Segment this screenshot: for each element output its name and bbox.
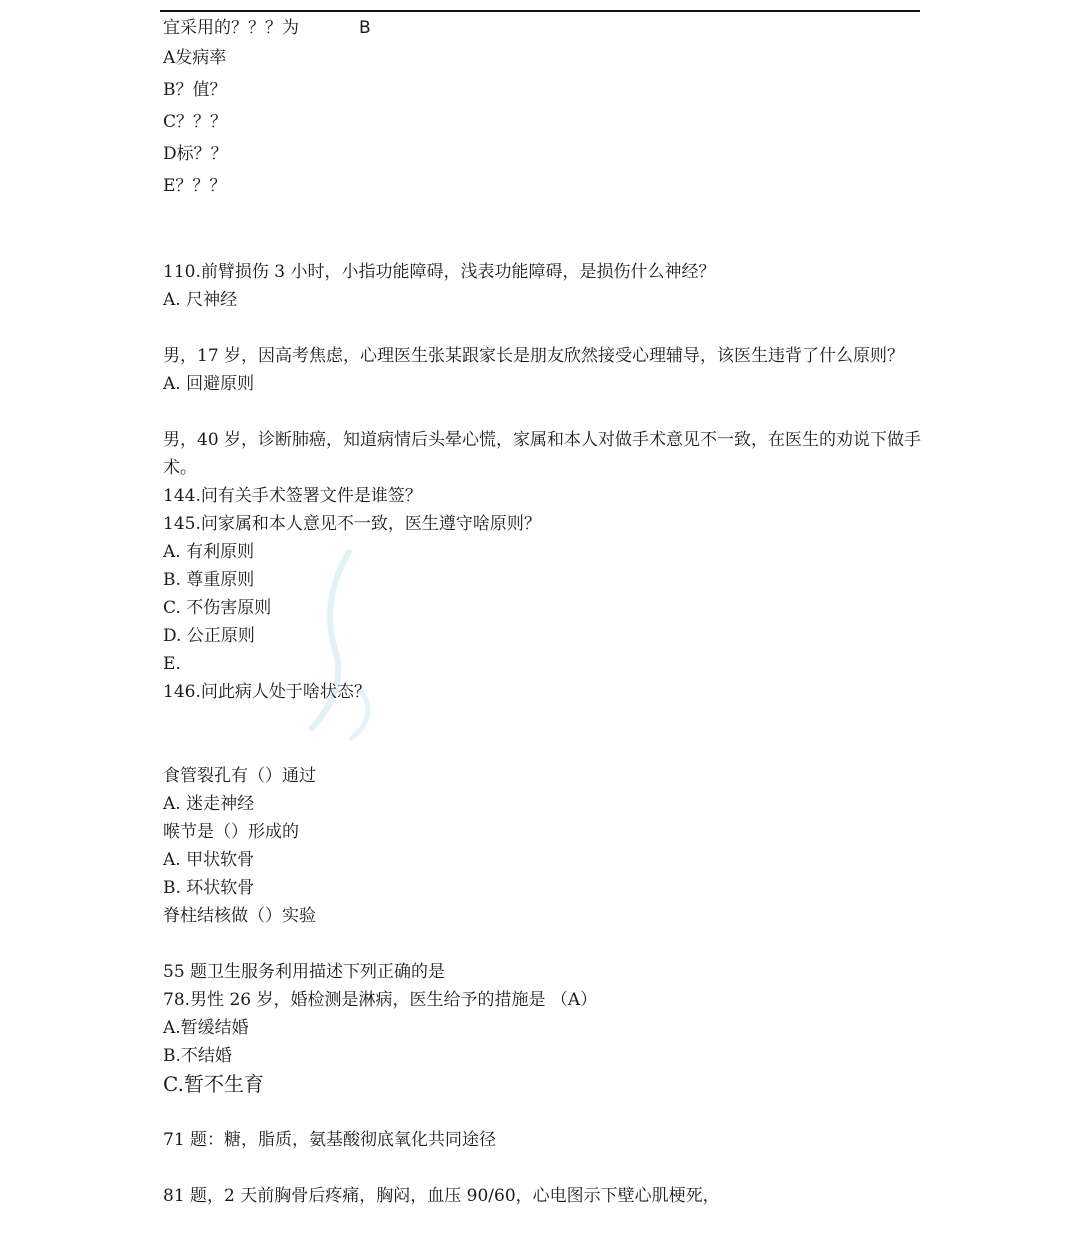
exam-document: [163, 14, 923, 1210]
question-larynx-option-b: B. 环状软骨: [163, 878, 255, 898]
question-144: 144.问有关手术签署文件是谁签？: [163, 486, 422, 506]
question-esophagus-option-a: A. 迷走神经: [163, 794, 255, 814]
question-larynx-option-a: A. 甲状软骨: [163, 850, 255, 870]
question-spine: 脊柱结核做（）实验: [163, 906, 316, 926]
question-78-option: C.暂不生育: [163, 1072, 264, 1096]
question-146: 146.问此病人处于啥状态？: [163, 682, 371, 702]
question-145-option: A. 有利原则: [163, 542, 255, 562]
option-line: A发病率: [163, 48, 227, 68]
question-male17-option-a: A. 回避原则: [163, 374, 255, 394]
top-rule: [160, 10, 920, 12]
question-55: 55 题卫生服务利用描述下列正确的是: [163, 962, 446, 982]
question-145-option: D. 公正原则: [163, 626, 255, 646]
question-male17-stem: 男，17 岁，因高考焦虑，心理医生张某跟家长是朋友欣然接受心理辅导，该医生违背了什么原则？: [163, 346, 905, 366]
question-145-option: C. 不伤害原则: [163, 598, 272, 618]
question-top: [163, 14, 923, 42]
question-145: 145.问家属和本人意见不一致，医生遵守啥原则？: [163, 514, 541, 534]
question-110-stem: 110.前臂损伤 3 小时，小指功能障碍，浅表功能障碍，是损伤什么神经？: [163, 262, 716, 282]
question-78-option: A.暂缓结婚: [163, 1018, 249, 1038]
question-71: 71 题：糖，脂质，氨基酸彻底氧化共同途径: [163, 1130, 497, 1150]
question-top-answer: B: [359, 18, 371, 38]
question-81: 81 题，2 天前胸骨后疼痛，胸闷，血压 90/60，心电图示下壁心肌梗死，: [163, 1186, 720, 1206]
question-top-stem: 宜采用的？？？为: [163, 18, 299, 38]
question-145-option: E.: [163, 654, 181, 674]
option-line: E？？？: [163, 176, 227, 196]
question-110-option-a: A. 尺神经: [163, 290, 238, 310]
option-line: D标？？: [163, 144, 228, 164]
question-78-option: B.不结婚: [163, 1046, 232, 1066]
question-larynx: 喉节是（）形成的: [163, 822, 299, 842]
question-78-stem: 78.男性 26 岁，婚检测是淋病，医生给予的措施是 （A）: [163, 990, 598, 1010]
question-male40-stem: 男，40 岁，诊断肺癌，知道病情后头晕心慌，家属和本人对做手术意见不一致，在医生的劝说下做手术。: [163, 430, 922, 478]
question-145-option: B. 尊重原则: [163, 570, 255, 590]
option-line: B？值？: [163, 80, 227, 100]
option-line: C？？？: [163, 112, 228, 132]
question-esophagus: 食管裂孔有（）通过: [163, 766, 316, 786]
